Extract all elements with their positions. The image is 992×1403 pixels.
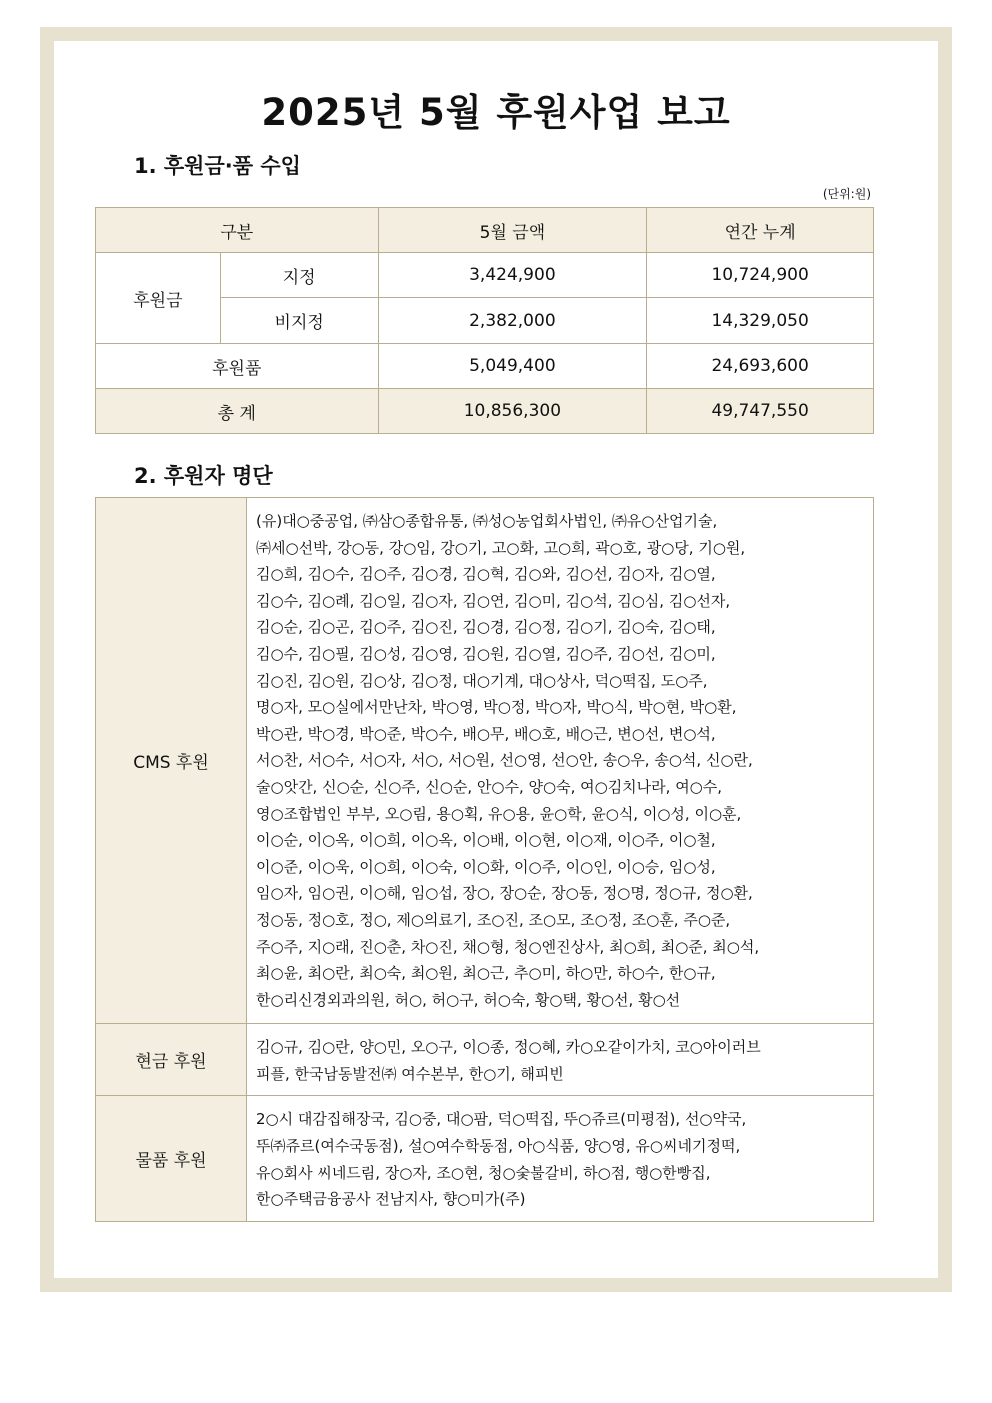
month-value: 2,382,000 <box>378 298 647 344</box>
name-line: 김○수, 김○례, 김○일, 김○자, 김○연, 김○미, 김○석, 김○심, 김○선자, <box>256 591 731 610</box>
group-label-donations: 후원금 <box>96 253 221 344</box>
month-value: 5,049,400 <box>378 344 647 389</box>
row-label: 지정 <box>220 253 378 298</box>
name-line: 임○자, 임○권, 이○해, 임○섭, 장○, 장○순, 장○동, 정○명, 정○규, 정○환, <box>256 884 753 903</box>
header-annual-total: 연간 누계 <box>647 208 874 253</box>
name-line: 술○앗간, 신○순, 신○주, 신○순, 안○수, 양○숙, 여○김치나라, 여○수, <box>256 777 723 796</box>
name-line: 영○조합법인 부부, 오○림, 용○획, 유○용, 윤○학, 윤○식, 이○성, 이○훈, <box>256 804 742 823</box>
name-line: 주○주, 지○래, 진○춘, 차○진, 채○형, 청○엔진상사, 최○희, 최○준, 최○석, <box>256 937 760 956</box>
name-line: 서○찬, 서○수, 서○자, 서○, 서○원, 선○영, 선○안, 송○우, 송○석, 신○란, <box>256 751 753 770</box>
unit-note: (단위:원) <box>822 187 871 201</box>
name-line: ㈜세○선박, 강○동, 강○임, 강○기, 고○화, 고○희, 곽○호, 광○당, 기○원, <box>256 538 746 557</box>
month-value: 3,424,900 <box>378 253 647 298</box>
goods-donor-list <box>247 1096 874 1221</box>
section-donors-heading: 2. 후원자 명단 <box>134 464 273 488</box>
annual-value: 14,329,050 <box>647 298 874 344</box>
name-line: 명○자, 모○실에서만난차, 박○영, 박○정, 박○자, 박○식, 박○현, 박○환, <box>256 698 737 717</box>
report-title: 2025년 5월 후원사업 보고 <box>261 91 731 134</box>
table-total-row <box>96 389 874 434</box>
name-line: 최○윤, 최○란, 최○숙, 최○원, 최○근, 추○미, 하○만, 하○수, 한○규, <box>256 964 716 983</box>
annual-value: 49,747,550 <box>647 389 874 434</box>
section-income-heading: 1. 후원금·품 수입 <box>134 154 301 178</box>
name-line: 이○순, 이○옥, 이○희, 이○옥, 이○배, 이○현, 이○재, 이○주, 이○철, <box>256 831 716 850</box>
name-line: 한○주택금융공사 전남지사, 향○미가(주) <box>256 1190 526 1209</box>
cash-donor-list <box>247 1024 874 1096</box>
cash-label: 현금 후원 <box>96 1024 247 1096</box>
annual-value: 24,693,600 <box>647 344 874 389</box>
name-line: 피플, 한국남동발전㈜ 여수본부, 한○기, 해피빈 <box>256 1064 564 1083</box>
name-line: (유)대○중공업, ㈜삼○종합유통, ㈜성○농업회사법인, ㈜유○산업기술, <box>256 512 718 530</box>
cms-label: CMS 후원 <box>96 498 247 1024</box>
donor-table <box>95 497 874 1222</box>
table-header-row <box>96 208 874 253</box>
header-month-amount: 5월 금액 <box>378 208 647 253</box>
header-category: 구분 <box>96 208 379 253</box>
income-table <box>95 207 874 434</box>
table-row <box>96 253 874 298</box>
row-label: 총 계 <box>96 389 379 434</box>
name-line: 이○준, 이○욱, 이○희, 이○숙, 이○화, 이○주, 이○인, 이○승, 임○성, <box>256 857 716 876</box>
table-row <box>96 344 874 389</box>
name-line: 김○희, 김○수, 김○주, 김○경, 김○혁, 김○와, 김○선, 김○자, 김○열, <box>256 565 716 584</box>
month-value: 10,856,300 <box>378 389 647 434</box>
name-line: 박○관, 박○경, 박○준, 박○수, 배○무, 배○호, 배○근, 변○선, 변○석, <box>256 724 716 743</box>
name-line: 정○동, 정○호, 정○, 제○의료기, 조○진, 조○모, 조○정, 조○훈, 주○준, <box>256 910 731 929</box>
goods-label: 물품 후원 <box>96 1096 247 1221</box>
row-label: 후원품 <box>96 344 379 389</box>
donor-row-goods <box>96 1096 874 1221</box>
name-line: 유○회사 씨네드림, 장○자, 조○현, 청○숯불갈비, 하○점, 행○한빵집, <box>256 1163 711 1182</box>
name-line: 김○규, 김○란, 양○민, 오○구, 이○종, 정○혜, 카○오같이가치, 코○아이러브 <box>256 1038 761 1057</box>
cms-donor-list <box>247 498 874 1024</box>
name-line: 뚜㈜쥬르(여수국동점), 설○여수학동점, 아○식품, 양○영, 유○씨네기정떡, <box>256 1137 741 1156</box>
name-line: 2○시 대감집해장국, 김○중, 대○팜, 덕○떡집, 뚜○쥬르(미평점), 선○약국, <box>256 1110 747 1129</box>
name-line: 김○순, 김○곤, 김○주, 김○진, 김○경, 김○정, 김○기, 김○숙, 김○태, <box>256 618 716 637</box>
name-line: 한○리신경외과의원, 허○, 허○구, 허○숙, 황○택, 황○선, 황○선 <box>256 990 681 1009</box>
annual-value: 10,724,900 <box>647 253 874 298</box>
name-line: 김○진, 김○원, 김○상, 김○정, 대○기계, 대○상사, 덕○떡집, 도○주, <box>256 671 708 690</box>
donor-row-cash <box>96 1024 874 1096</box>
name-line: 김○수, 김○필, 김○성, 김○영, 김○원, 김○열, 김○주, 김○선, 김○미, <box>256 644 716 663</box>
donor-row-cms <box>96 498 874 1024</box>
row-label: 비지정 <box>220 298 378 344</box>
